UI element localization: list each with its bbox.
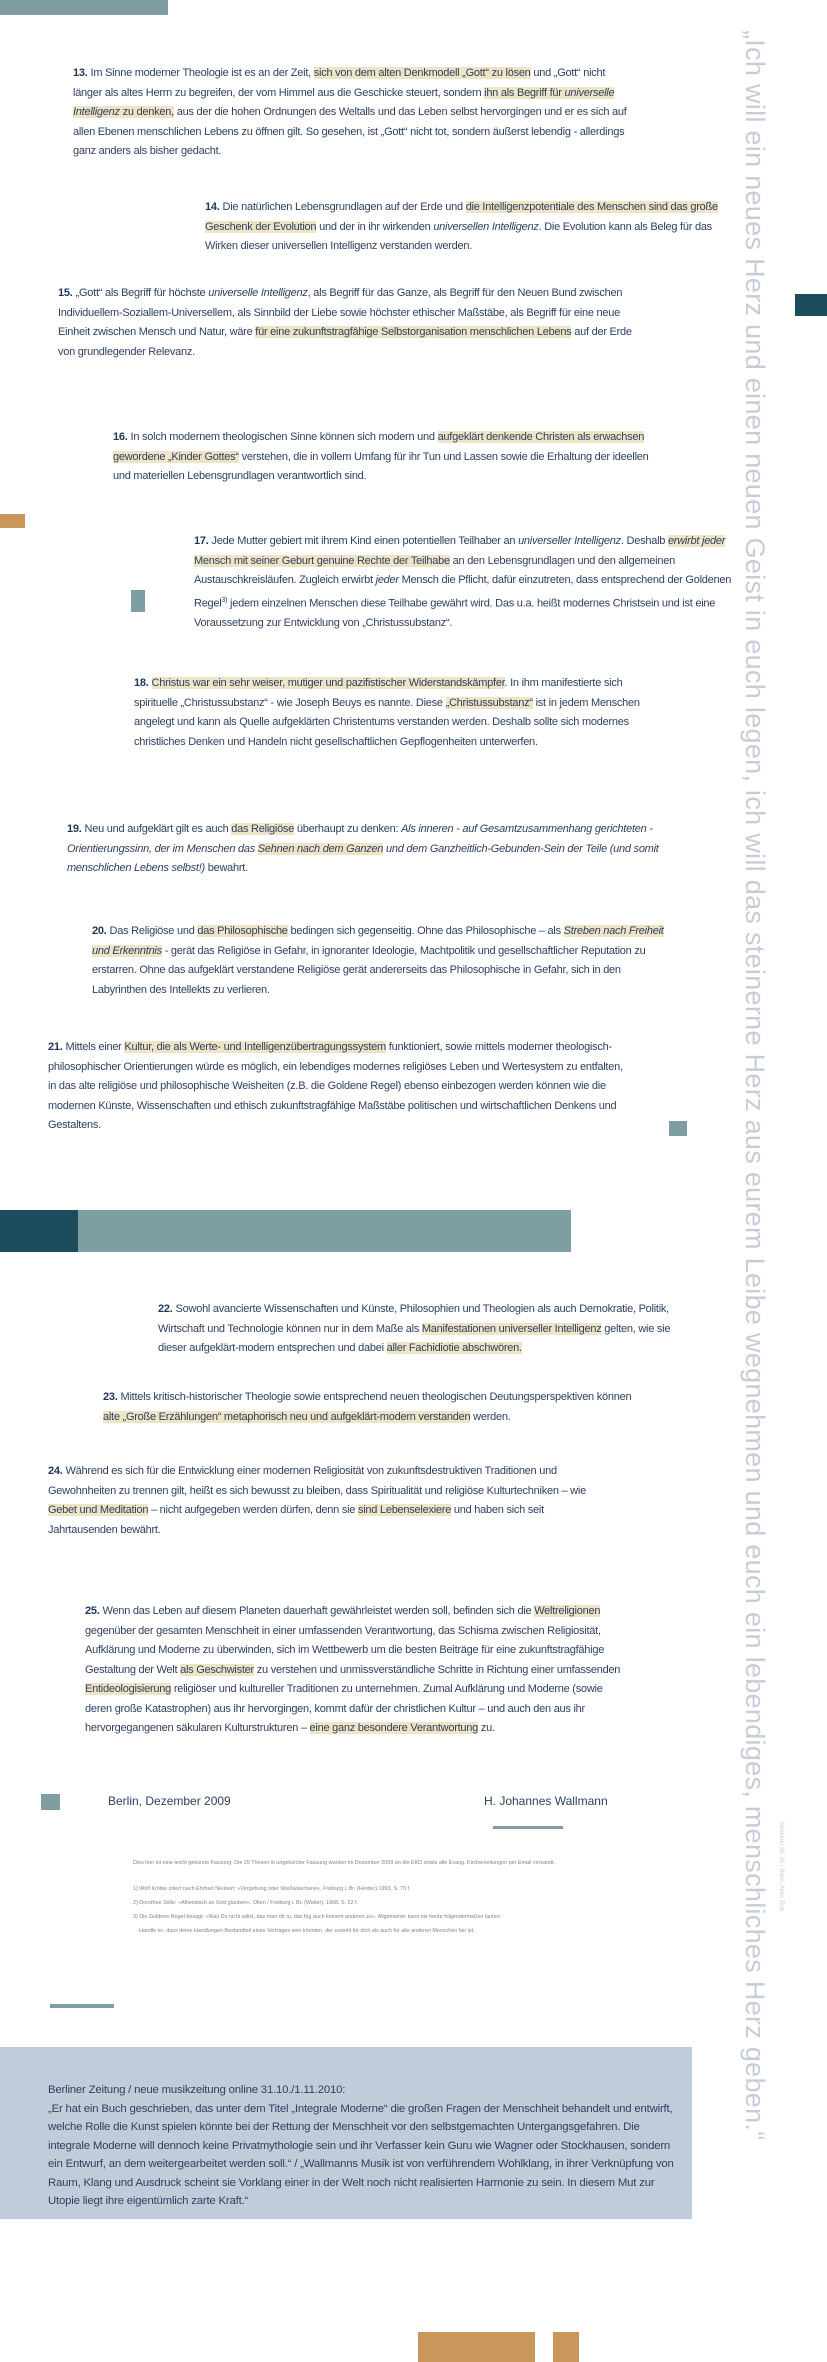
- highlight: „Christussubstanz“: [445, 696, 533, 709]
- thesis-number: 16.: [113, 431, 128, 443]
- thesis-text: - gerät das Religiöse in Gefahr, in ignoranter Ideologie, Machtpolitik und gesellschaftlicher Reputation zu erstarren. Ohne das aufgeklärt verstandene Religiöse gerät andererseits das Philosophische in Gefahr, sich in den Labyrinthen des Intellekts zu verlieren.: [92, 944, 646, 996]
- thesis-number: 17.: [194, 535, 209, 547]
- left-marker-tan: [0, 514, 25, 528]
- highlight: Gebet und Meditation: [48, 1504, 149, 1516]
- small-square: [131, 590, 145, 612]
- thesis-16: [113, 428, 658, 487]
- thesis-text: Die natürlichen Lebensgrundlagen auf der Erde und: [222, 201, 466, 213]
- highlight: sich von dem alten Denkmodell „Gott“ zu lösen: [313, 67, 531, 79]
- thesis-text: Mensch die Pflicht, dafür einzutreten, dass entsprechend der Goldenen Regel: [194, 574, 732, 610]
- highlight: für eine zukunftstragfähige Selbstorganisation menschlichen Lebens: [255, 326, 572, 338]
- thesis-17: [194, 532, 734, 633]
- thesis-text: zu verstehen und unmissverständliche Schritte in Richtung einer umfassenden: [253, 1663, 621, 1676]
- highlight-italic: erwirbt jeder: [667, 535, 726, 547]
- highlight: eine ganz besondere Verantwortung: [309, 1722, 479, 1734]
- signature-author: H. Johannes Wallmann: [484, 1794, 608, 1808]
- highlight: Kultur, die als Werte- und Intelligenzübertragungssystem: [124, 1041, 386, 1053]
- thesis-text: religiöser und kultureller Traditionen zu unternehmen. Zumal Aufklärung und Moderne (sowie deren große Katastrophen) aus ihr hervorgingen, kommt dafür der christlichen Kultur – und auch den aus ihr hervorgegangenen säkularen Kulturstrukturen –: [85, 1683, 603, 1734]
- thesis-23: [103, 1388, 633, 1427]
- thesis-text: gegenüber der gesamten Menschheit in einer umfassenden Verantwortung, das Schisma zwischen Religiosität, Aufklärung und Moderne zu überwinden, sich im Wettbewerb um die besten Beiträge für eine zukunftstragfähige Gestaltung der Welt: [85, 1624, 605, 1676]
- small-square-right: [669, 1121, 687, 1136]
- notes-intro: Dies hier ist eine leicht gekürzte Fassung. Die 25 Thesen in ungekürzter Fassung wurden im Dezember 2009 an die EKD sowie alle Evang. Kirchenleitungen per Email versandt.: [133, 1860, 556, 1866]
- thesis-number: 18.: [134, 677, 149, 689]
- bottom-tan-2: [553, 2332, 579, 2362]
- thesis-number: 20.: [92, 925, 107, 937]
- thesis-text: , als Begriff für das Ganze, als Begriff für den Neuen Bund zwischen Individuellem-Soziallem-Universellem, als Sinnbild der Liebe sowie höchster ethischer Maßstäbe, als Begriff für eine neue Einheit zwischen Mensch und Natur, wäre: [58, 287, 623, 338]
- highlight: Entideologisierung: [85, 1683, 172, 1695]
- sign-underline: [493, 1826, 563, 1829]
- highlight: als Geschwister: [180, 1663, 254, 1676]
- highlight-italic: Streben nach Freiheit und Erkenntnis: [92, 925, 664, 957]
- thesis-italic: jeder: [375, 574, 399, 586]
- thesis-19: [67, 820, 667, 879]
- highlight: die Intelligenzpotentiale des Menschen sind das große Geschenk der Evolution: [205, 201, 718, 233]
- thesis-text: Mittels kritisch-historischer Theologie sowie entsprechend neuen theologischen Deutungsperspektiven können: [120, 1391, 632, 1403]
- footnote-1: 1) Wolf Krötke zitiert nach Ehrhart Neubert: »Vergebung oder Weißwäscherei«, Freiburg i. Br. (Herder) 1993, S. 73 f.: [133, 1886, 411, 1892]
- thesis-text: auf der Erde von grundlegender Relevanz.: [58, 326, 632, 358]
- thesis-number: 14.: [205, 201, 220, 213]
- thesis-text: ist in jedem Menschen angelegt und kann als Quelle aufgeklärten Christentums verstanden werden. Deshalb sollte sich modernes christliches Denken und Handeln nicht gesellschaftlichen Gepflogenheiten unterwerfen.: [134, 696, 640, 748]
- thesis-text: – nicht aufgegeben werden dürfen, denn sie: [148, 1504, 358, 1516]
- thesis-number: 21.: [48, 1041, 63, 1053]
- thesis-text: . In ihm manifestierte sich spirituelle „Christussubstanz“ - wie Joseph Beuys es nannte. Diese: [134, 677, 623, 709]
- thesis-text: werden.: [470, 1410, 511, 1423]
- thesis-text: jedem einzelnen Menschen diese Teilhabe gewährt wird. Das u.a. heißt modernes Christsein und ist eine Voraussetzung zur Entwicklung von „Christussubstanz“.: [194, 597, 716, 629]
- highlight: das Philosophische: [197, 925, 288, 937]
- thesis-18: [134, 674, 664, 752]
- footnote-3b: Handle so, dass deine Handlungen Bestandteil eines Vertrages sein könnten, der sowohl für dich als auch für alle anderen Menschen fair ist.: [139, 1928, 475, 1934]
- thesis-italic: Als inneren - auf Gesamtzusammenhang gerichteten - Orientierungssinn, der im Menschen das: [67, 823, 653, 855]
- thesis-text: und „Gott“ nicht länger als altes Herrn zu begreifen, der vom Himmel aus die Geschicke steuert, sondern: [73, 67, 606, 99]
- thesis-text: Im Sinne moderner Theologie ist es an der Zeit,: [90, 67, 314, 79]
- notes-underline: [50, 2004, 114, 2008]
- thesis-25: [85, 1602, 630, 1739]
- signature-place-date: Berlin, Dezember 2009: [108, 1794, 231, 1808]
- thesis-text: Mittels einer: [65, 1041, 125, 1053]
- highlight: das Religiöse: [231, 823, 295, 835]
- thesis-number: 22.: [158, 1303, 173, 1315]
- right-marker: [795, 294, 827, 316]
- band-light: [78, 1210, 571, 1252]
- thesis-text: Sowohl avancierte Wissenschaften und Künste, Philosophien und Theologien als auch Demokratie, Politik, Wirtschaft und Technologie können nur in dem Maße als: [158, 1303, 669, 1335]
- highlight: alte „Große Erzählungen“ metaphorisch neu und aufgeklärt-modern verstanden: [103, 1410, 471, 1423]
- press-quote: [48, 2081, 678, 2211]
- thesis-14: [205, 198, 730, 257]
- highlight: Weltreligionen: [534, 1605, 601, 1617]
- thesis-text: bedingen sich gegenseitig. Ohne das Philosophische – als: [287, 925, 564, 937]
- thesis-text: Während es sich für die Entwicklung einer modernen Religiosität von zukunftsdestruktiven Traditionen und Gewohnheiten zu trennen gilt, heißt es sich bewusst zu bleiben, dass Spiritualität und religiöse Kulturtechniken – wie: [48, 1465, 586, 1497]
- sign-square: [41, 1794, 60, 1810]
- highlight: aller Fachidiotie abschwören.: [386, 1342, 522, 1354]
- thesis-number: 13.: [73, 67, 88, 79]
- thesis-text: Wenn das Leben auf diesem Planeten dauerhaft gewährleistet werden soll, befinden sich die: [102, 1605, 535, 1617]
- thesis-text: funktioniert, sowie mittels moderner theologisch-philosophischer Orientierungen würde es möglich, ein lebendiges modernes religiöses Leben und Wertesystem zu entfalten, in das alte religiöse und philosophische Weisheiten (z.B. die Goldene Regel) ebenso einbezogen werden können wie die modernen Künste, Wissenschaften und ethisch zukunftstragfähige Maßstäbe politischen und wirtschaftlichen Denkens und Gestaltens.: [48, 1041, 623, 1131]
- thesis-text: „Gott“ als Begriff für höchste: [75, 287, 209, 299]
- thesis-text: verstehen, die in vollem Umfang für ihr Tun und Lassen sowie die Erhaltung der ideellen und materiellen Lebensgrundlagen verantwortlich sind.: [113, 450, 649, 482]
- highlight-italic: universelle Intelligenz: [73, 86, 615, 118]
- thesis-13: [73, 64, 633, 162]
- thesis-number: 15.: [58, 287, 73, 299]
- thesis-number: 25.: [85, 1605, 100, 1617]
- thesis-22: [158, 1300, 693, 1359]
- highlight: Manifestationen universeller Intelligenz: [421, 1322, 602, 1335]
- footnote-2: 2) Dorothee Sölle: »Atheistisch an Gott glauben«, Olten / Freiburg i. Br. (Walter), 1968, S. 52 f.: [133, 1900, 359, 1906]
- thesis-text: . Deshalb: [620, 535, 668, 547]
- highlight-italic: Sehnen nach dem Ganzen: [257, 842, 384, 855]
- thesis-text: bewahrt.: [204, 862, 248, 874]
- thesis-italic: und dem Ganzheitlich-Gebunden-Sein der Teile (und somit menschlichen Lebens selbst!): [67, 842, 659, 874]
- top-bar: [0, 0, 168, 15]
- footnote-3: 3) Die Goldene Regel besagt: »Was Du nicht willst, das man dir tu, das füg auch keinem anderen zu«. Allgemeiner kann sie heute folgendermaßen lauten:: [133, 1914, 502, 1920]
- press-quote-text: „Er hat ein Buch geschrieben, das unter dem Titel „Integrale Moderne“ die großen Fragen der Menschheit behandelt und entwirft, welche Rolle die Kunst spielen könnte bei der Rettung der Menschheit vor den selbstgemachten Untergangsgefahren. Die integrale Moderne will dennoch keine Privatmythologie sein und ihr Verfasser kein Guru wie Wagner oder Stockhausen, sondern ein Entwurf, an dem weitergearbeitet werden soll.“ / „Wallmanns Musik ist von verführendem Wohlklang, in ihrer Verknüpfung von Raum, Klang und Ausdruck scheint sie Vorklang einer in der Welt noch nicht realisierten Harmonie zu sein. In diesem Mut zur Utopie liegt ihre eigentümlich zarte Kraft.“: [48, 2102, 674, 2207]
- highlight: ihn als Begriff für: [484, 86, 565, 99]
- thesis-21: [48, 1038, 628, 1136]
- thesis-text: überhaupt zu denken:: [294, 823, 402, 835]
- thesis-text: zu.: [478, 1722, 495, 1734]
- footnote-ref: 3): [221, 596, 228, 604]
- highlight: Mensch mit seiner Geburt genuine Rechte der Teilhabe: [194, 554, 450, 567]
- band-dark: [0, 1210, 78, 1252]
- vertical-bible-quote: „Ich will ein neues Herz und einen neuen Geist in euch legen, ich will das steinerne Herz aus eurem Leibe wegnehmen und euch ein lebendiges, menschliches Herz geben.“: [740, 30, 770, 2141]
- thesis-24: [48, 1462, 608, 1540]
- thesis-text: Jede Mutter gebiert mit ihrem Kind einen potentiellen Teilhaber an: [211, 535, 519, 547]
- thesis-text: und haben sich seit Jahrtausenden bewährt.: [48, 1504, 544, 1536]
- thesis-number: 23.: [103, 1391, 118, 1403]
- thesis-20: [92, 922, 672, 1000]
- press-quote-source: Berliner Zeitung / neue musikzeitung online 31.10./1.11.2010:: [48, 2084, 346, 2096]
- thesis-italic: universellen Intelligenz: [433, 220, 539, 233]
- highlight: Christus war ein sehr weiser, mutiger und pazifistischer Widerstandskämpfer: [151, 677, 505, 689]
- highlight: aufgeklärt denkende Christen als erwachsen gewordene „Kinder Gottes“: [113, 431, 645, 463]
- highlight: sind Lebenselexiere: [357, 1504, 452, 1516]
- thesis-text: aus der die hohen Ordnungen des Weltalls und das Leben selbst hervorgingen und er es sich auf allen Ebenen menschlichen Lebens zu öffnen gilt. So gesehen, ist „Gott“ nicht tot, sondern äußerst lebendig - allerdings ganz anders als bisher gedacht.: [73, 106, 627, 157]
- thesis-text: gelten, wie sie dieser aufgeklärt-modern entsprechen und dabei: [158, 1322, 671, 1354]
- thesis-text: In solch modernem theologischen Sinne können sich modern und: [130, 431, 438, 443]
- thesis-text: an den Lebensgrundlagen und den allgemeinen Austauschkreisläufen. Zugleich erwirbt: [194, 554, 675, 586]
- highlight: zu denken,: [119, 106, 174, 118]
- vertical-bible-reference: Hesekiel 36, 26 / Bibel, Altes Test.: [778, 1822, 784, 1913]
- thesis-italic: universelle Intelligenz: [208, 287, 308, 299]
- thesis-text: . Die Evolution kann als Beleg für das Wirken dieser universellen Intelligenz verstanden werden.: [205, 220, 712, 252]
- thesis-text: Das Religiöse und: [109, 925, 198, 937]
- thesis-15: [58, 284, 638, 362]
- thesis-number: 19.: [67, 823, 82, 835]
- thesis-italic: universeller Intelligenz: [518, 535, 621, 547]
- thesis-text: Neu und aufgeklärt gilt es auch: [84, 823, 232, 835]
- bottom-tan-1: [418, 2332, 535, 2362]
- thesis-number: 24.: [48, 1465, 63, 1477]
- thesis-text: und der in ihr wirkenden: [316, 220, 434, 233]
